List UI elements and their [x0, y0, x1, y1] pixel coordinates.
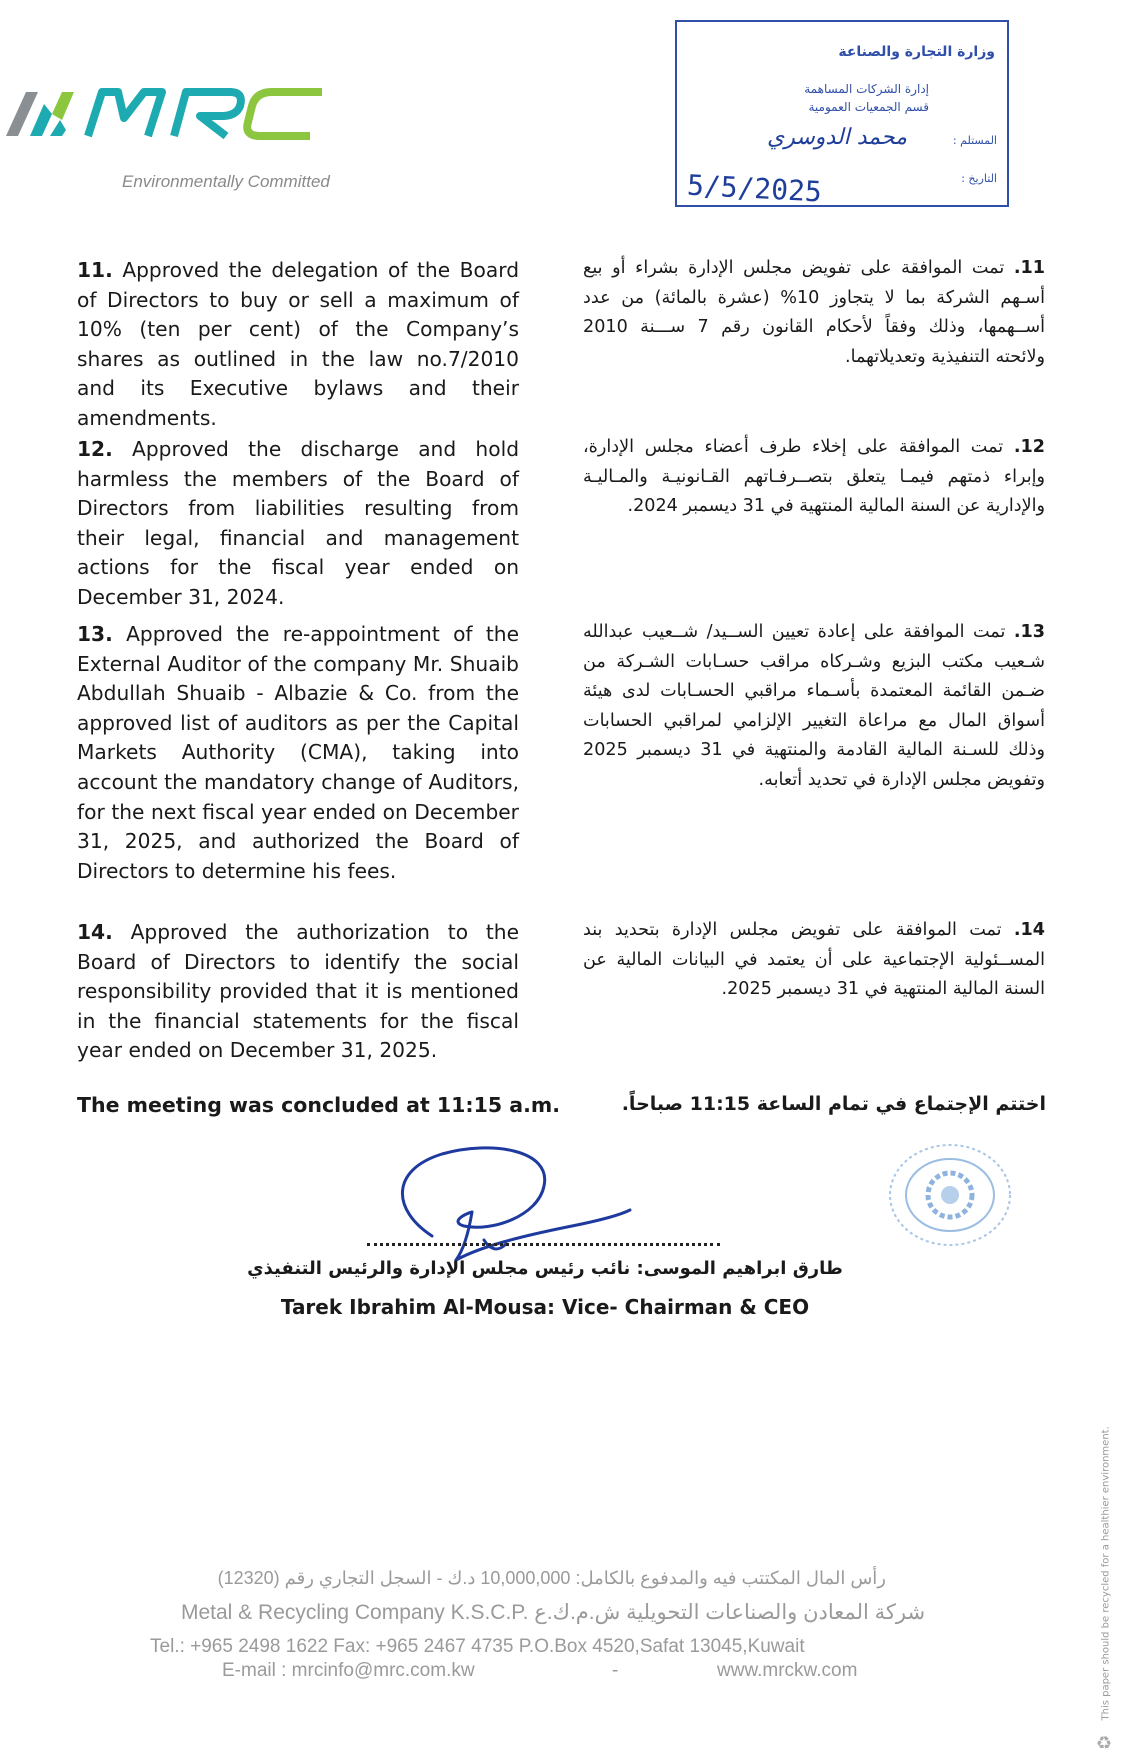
stamp-ministry: وزارة التجارة والصناعة: [838, 44, 995, 60]
item-11-arabic: [583, 254, 1045, 372]
item-text: Approved the discharge and hold harmless the members of the Board of Directors from liabilities resulting from their legal, financial and management actions for the fiscal year ended on December 31, 2024.: [77, 437, 520, 609]
item-13-english: [77, 620, 519, 886]
stamp-section: قسم الجمعيات العمومية: [808, 100, 929, 114]
signature-line: [367, 1243, 720, 1246]
signatory-english: Tarek Ibrahim Al-Mousa: Vice- Chairman & CEO: [280, 1295, 810, 1319]
item-text: Approved the authorization to the Board of Directors to identify the social responsibility provided that it is mentioned in the financial statements for the fiscal year ended on December 31, 2025.: [77, 920, 519, 1063]
stamp-date-handwriting: 5/5/2025: [686, 168, 823, 209]
item-text-ar: تمت الموافقة على إخلاء طرف أعضاء مجلس الإدارة، وإبراء ذمتهم فيمـا يتعلق بتصــرفـاتهم القـانونيـة والمـاليـة والإدارية عن السنة المالية المنتهية في 31 ديسمبر 2024.: [583, 437, 1045, 517]
item-13-arabic: [583, 618, 1045, 796]
item-text-ar: تمت الموافقة على تفويض مجلس الإدارة بشراء أو بيع أسـهم الشركة بما لا يتجاوز 10% (عشرة بالمائة) من عدد أســهمها، وذلك وفقاً لأحكام القانون رقم 7 ســـنة 2010 ولائحته التنفيذية وتعديلاتهما.: [583, 258, 1045, 367]
item-12-english: [77, 435, 519, 613]
stamp-department: إدارة الشركات المساهمة: [804, 82, 929, 96]
recycle-note-text: This paper should be recycled for a healthier environment.: [1100, 1426, 1112, 1721]
item-number: 11.: [77, 258, 113, 282]
item-14-english: [77, 918, 519, 1066]
stamp-receiver-label: المستلم :: [952, 134, 997, 147]
logo-tagline: Environmentally Committed: [122, 172, 330, 191]
company-seal: [885, 1140, 1015, 1250]
footer-contact: Tel.: +965 2498 1622 Fax: +965 2467 4735 P.O.Box 4520,Safat 13045,Kuwait: [150, 1636, 805, 1657]
item-14-arabic: [583, 916, 1045, 1005]
meeting-conclusion-english: The meeting was concluded at 11:15 a.m.: [77, 1093, 561, 1117]
item-number-ar: 13.: [1013, 622, 1046, 642]
recycle-note: [1086, 1426, 1126, 1754]
item-text: Approved the delegation of the Board of Directors to buy or sell a maximum of 10% (ten per cent) of the Company’s shares as outlined in the law no.7/2010 and its Executive bylaws and their amendments.: [77, 258, 520, 430]
item-number-ar: 12.: [1013, 437, 1046, 457]
item-text-ar: تمت الموافقة على تفويض مجلس الإدارة بتحديد بند المســئولية الإجتماعية على أن يعتمد في البيانات المالية عن السنة المالية المنتهية في 31 ديسمبر 2025.: [583, 920, 1045, 1000]
footer-website[interactable]: www.mrckw.com: [717, 1660, 858, 1681]
handwritten-signature: [372, 1140, 634, 1268]
item-text: Approved the re-appointment of the External Auditor of the company Mr. Shuaib Abdullah Shuaib - Albazie & Co. from the approved list of auditors as per the Capital Markets Authority (CMA), taking into account the mandatory change of Auditors, for the next fiscal year ended on December 31, 2025, and authorized the Board of Directors to determine his fees.: [77, 622, 519, 883]
ministry-received-stamp: [675, 20, 1009, 207]
item-number: 14.: [77, 920, 113, 944]
footer-company-name: Metal & Recycling Company K.S.C.P. شركة المعادن والصناعات التحويلية ش.م.ك.ع: [181, 1601, 926, 1624]
footer-capital: رأس المال المكتتب فيه والمدفوع بالكامل: 10,000,000 د.ك - السجل التجاري رقم (12320): [217, 1568, 886, 1588]
item-number-ar: 14.: [1013, 920, 1045, 940]
stamp-receiver-handwriting: محمد الدوسري: [766, 125, 907, 150]
signature-stroke: [372, 1140, 634, 1268]
meeting-conclusion-arabic: اختتم الإجتماع في تمام الساعة 11:15 صباحاً.: [621, 1093, 1046, 1115]
signatory-arabic: طارق ابراهيم الموسى: نائب رئيس مجلس الإدارة والرئيس التنفيذي: [247, 1258, 843, 1279]
stamp-date-label: التاريخ :: [961, 172, 997, 185]
recycle-icon: ♻: [1096, 1733, 1113, 1754]
item-number: 12.: [77, 437, 113, 461]
item-text-ar: تمت الموافقة على إعادة تعيين الســيد/ شــعيب عبدالله شـعيب مكتب البزيع وشـركاه مراقب حسـابات الشـركة من ضـمن القائمة المعتمدة بأسـماء مراقبي الحسـابات لدى هيئة أسواق المال مع مراعاة التغيير الإلزامي لمراقبي الحسابات وذلك للسـنة المالية القادمة والمنتهية في 31 ديسمبر 2025 وتفويض مجلس الإدارة في تحديد أتعابه.: [583, 622, 1045, 790]
footer-separator: -: [612, 1660, 619, 1681]
seal-graphic: [885, 1140, 1015, 1250]
item-number: 13.: [77, 622, 113, 646]
item-number-ar: 11.: [1013, 258, 1046, 278]
mrc-logo-mark: [4, 70, 344, 160]
item-12-arabic: [583, 433, 1045, 522]
item-11-english: [77, 256, 519, 434]
mrc-logo: [4, 70, 364, 200]
footer-email[interactable]: E-mail : mrcinfo@mrc.com.kw: [222, 1660, 475, 1681]
